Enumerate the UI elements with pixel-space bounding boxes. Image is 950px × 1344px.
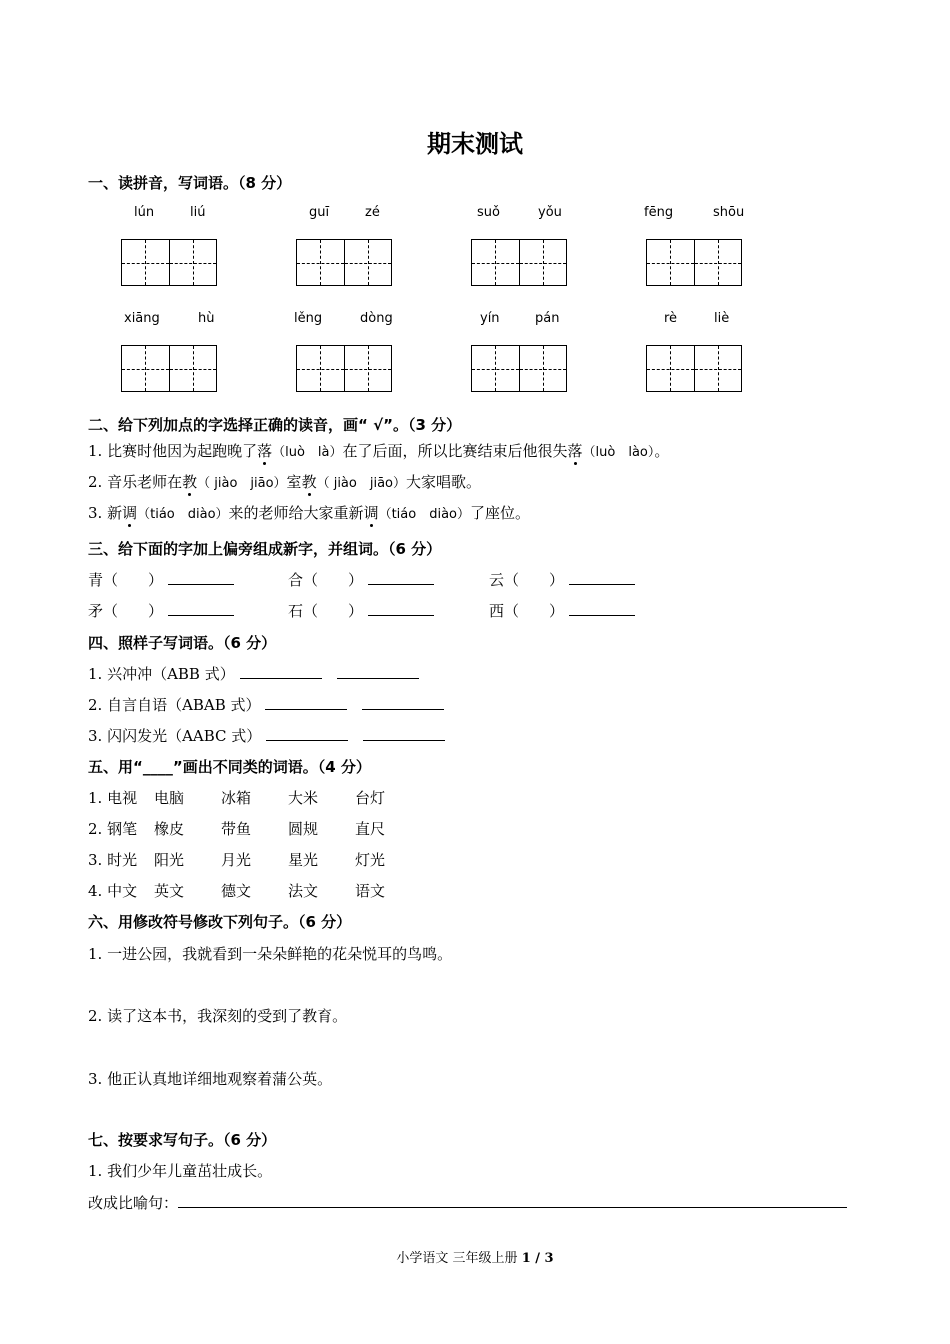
pinyin: fēng <box>644 205 674 220</box>
pinyin: lěng <box>294 311 323 326</box>
pinyin: dòng <box>360 311 393 326</box>
answer-blank[interactable] <box>569 570 635 585</box>
section-4-heading: 四、照样子写词语。（6 分） <box>88 634 277 652</box>
answer-blank[interactable] <box>266 726 348 741</box>
pattern-item: 1. 兴冲冲（ABB 式） <box>88 663 419 684</box>
answer-line[interactable] <box>178 1193 847 1208</box>
radical-item: 青（ ） <box>88 569 234 590</box>
writing-grid[interactable] <box>121 239 217 286</box>
answer-blank[interactable] <box>265 695 347 710</box>
page-footer: 小学语文 三年级上册 1 / 3 <box>396 1251 554 1266</box>
question-line: 2. 音乐老师在教（ jiào jiāo）室教（ jiào jiāo）大家唱歌。 <box>88 473 482 491</box>
answer-blank[interactable] <box>337 664 419 679</box>
question-line: 1. 比赛时他因为起跑晚了落（luò là）在了后面，所以比赛结束后他很失落（luò lào）。 <box>88 442 670 460</box>
pinyin: guī <box>309 205 330 220</box>
word[interactable]: 语文 <box>355 882 386 900</box>
section-7-heading: 七、按要求写句子。（6 分） <box>88 1131 277 1149</box>
pinyin: yín <box>480 311 500 326</box>
pattern-item: 3. 闪闪发光（AABC 式） <box>88 725 445 746</box>
pinyin: hù <box>198 311 215 326</box>
page-title: 期末测试 <box>427 130 523 158</box>
rewrite-prompt: 改成比喻句： <box>88 1192 847 1213</box>
pattern-item: 2. 自言自语（ABAB 式） <box>88 694 444 715</box>
pinyin: suǒ <box>477 205 500 220</box>
answer-blank[interactable] <box>240 664 322 679</box>
radical-item: 西（ ） <box>489 600 635 621</box>
word[interactable]: 直尺 <box>355 820 386 838</box>
pinyin: liú <box>190 205 206 220</box>
pinyin: yǒu <box>538 205 562 220</box>
word[interactable]: 圆规 <box>288 820 319 838</box>
word[interactable]: 阳光 <box>154 851 185 869</box>
word[interactable]: 4. 中文 <box>88 882 138 900</box>
word[interactable]: 星光 <box>288 851 319 869</box>
word[interactable]: 德文 <box>221 882 252 900</box>
answer-blank[interactable] <box>363 726 445 741</box>
word[interactable]: 英文 <box>154 882 185 900</box>
section-6-heading: 六、用修改符号修改下列句子。（6 分） <box>88 913 352 931</box>
pinyin: shōu <box>713 205 745 220</box>
answer-blank[interactable] <box>168 601 234 616</box>
pinyin: lún <box>134 205 155 220</box>
radical-item: 云（ ） <box>489 569 635 590</box>
sentence[interactable]: 1. 一进公园，我就看到一朵朵鲜艳的花朵悦耳的鸟鸣。 <box>88 945 453 963</box>
word[interactable]: 带鱼 <box>221 820 252 838</box>
sentence[interactable]: 2. 读了这本书，我深刻的受到了教育。 <box>88 1007 348 1025</box>
writing-grid[interactable] <box>471 239 567 286</box>
answer-blank[interactable] <box>168 570 234 585</box>
word[interactable]: 橡皮 <box>154 820 185 838</box>
word[interactable]: 冰箱 <box>221 789 252 807</box>
answer-blank[interactable] <box>569 601 635 616</box>
writing-grid[interactable] <box>646 239 742 286</box>
writing-grid[interactable] <box>471 345 567 392</box>
answer-blank[interactable] <box>368 601 434 616</box>
sentence: 1. 我们少年儿童茁壮成长。 <box>88 1162 273 1180</box>
word[interactable]: 2. 钢笔 <box>88 820 138 838</box>
word[interactable]: 法文 <box>288 882 319 900</box>
section-1-heading: 一、读拼音，写词语。（8 分） <box>88 174 292 192</box>
sentence[interactable]: 3. 他正认真地详细地观察着蒲公英。 <box>88 1070 333 1088</box>
radical-item: 矛（ ） <box>88 600 234 621</box>
word[interactable]: 3. 时光 <box>88 851 138 869</box>
word[interactable]: 大米 <box>288 789 319 807</box>
section-2-heading: 二、给下列加点的字选择正确的读音，画“ √”。（3 分） <box>88 416 462 434</box>
word[interactable]: 灯光 <box>355 851 386 869</box>
writing-grid[interactable] <box>646 345 742 392</box>
page-number: 1 / 3 <box>521 1251 554 1266</box>
writing-grid[interactable] <box>121 345 217 392</box>
radical-item: 合（ ） <box>288 569 434 590</box>
word[interactable]: 1. 电视 <box>88 789 138 807</box>
pinyin: liè <box>714 311 730 326</box>
pinyin: xiāng <box>124 311 160 326</box>
section-3-heading: 三、给下面的字加上偏旁组成新字，并组词。（6 分） <box>88 540 442 558</box>
pinyin: pán <box>535 311 560 326</box>
word[interactable]: 月光 <box>221 851 252 869</box>
section-5-heading: 五、用“____”画出不同类的词语。（4 分） <box>88 758 371 776</box>
word[interactable]: 电脑 <box>154 789 185 807</box>
word[interactable]: 台灯 <box>355 789 386 807</box>
writing-grid[interactable] <box>296 345 392 392</box>
pinyin: zé <box>365 205 380 220</box>
question-line: 3. 新调（tiáo diào）来的老师给大家重新调（tiáo diào）了座位。 <box>88 504 531 522</box>
answer-blank[interactable] <box>362 695 444 710</box>
radical-item: 石（ ） <box>288 600 434 621</box>
answer-blank[interactable] <box>368 570 434 585</box>
writing-grid[interactable] <box>296 239 392 286</box>
pinyin: rè <box>664 311 678 326</box>
